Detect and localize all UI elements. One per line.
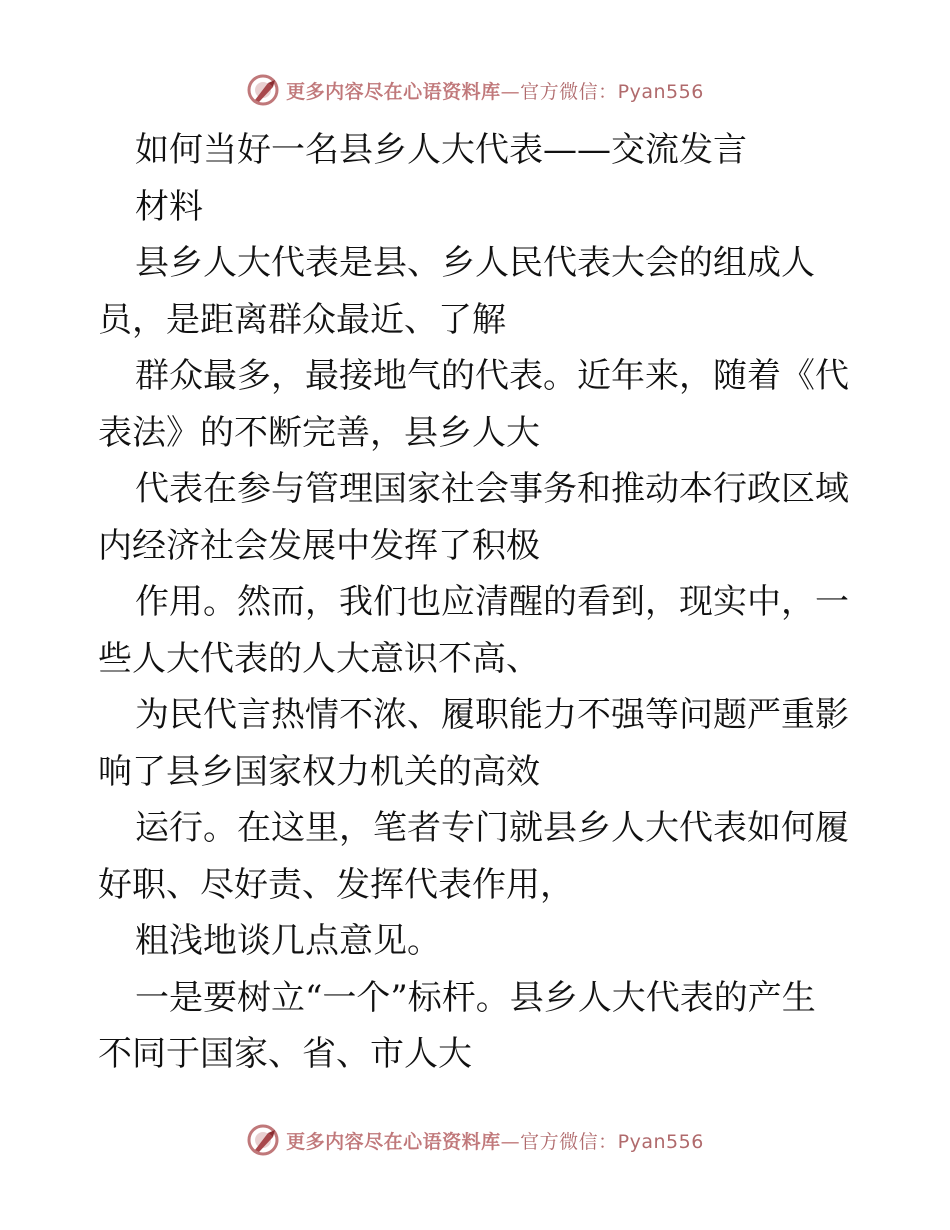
banner-separator: — bbox=[500, 1130, 521, 1153]
footer-banner bbox=[0, 1120, 950, 1160]
document-title-line-2: 材料 bbox=[135, 186, 203, 227]
paragraph-line: 群众最多，最接地气的代表。近年来，随着《代 bbox=[135, 356, 849, 396]
banner-text bbox=[286, 1127, 704, 1154]
paragraph-line: 内经济社会发展中发挥了积极 bbox=[98, 525, 540, 566]
banner-brand: 更多内容尽在心语资料库 bbox=[286, 80, 501, 103]
paragraph-line: 一是要树立“一个”标杆。县乡人大代表的产生 bbox=[135, 977, 816, 1018]
header-banner bbox=[0, 70, 950, 110]
paragraph-line: 好职、尽好责、发挥代表作用， bbox=[98, 864, 574, 905]
paragraph-line: 为民代言热情不浓、履职能力不强等问题严重影 bbox=[135, 695, 849, 735]
banner-separator: — bbox=[500, 80, 521, 103]
document-title-line-1: 如何当好一名县乡人大代表——交流发言 bbox=[135, 130, 747, 170]
paragraph-line: 员，是距离群众最近、了解 bbox=[98, 299, 506, 340]
paragraph-line: 作用。然而，我们也应清醒的看到，现实中，一 bbox=[135, 582, 849, 622]
paragraph-line: 表法》的不断完善，县乡人大 bbox=[98, 412, 540, 453]
document-body bbox=[98, 122, 858, 1083]
banner-text bbox=[286, 77, 704, 104]
paragraph-line: 响了县乡国家权力机关的高效 bbox=[98, 751, 540, 792]
paragraph-line: 粗浅地谈几点意见。 bbox=[135, 921, 441, 961]
paragraph-line: 县乡人大代表是县、乡人民代表大会的组成人 bbox=[135, 243, 815, 283]
paragraph-line: 运行。在这里，笔者专门就县乡人大代表如何履 bbox=[135, 808, 849, 848]
banner-wechat: 官方微信：Pyan556 bbox=[520, 1130, 704, 1153]
paragraph-line: 不同于国家、省、市人大 bbox=[98, 1034, 472, 1074]
pen-nib-logo-icon bbox=[246, 1123, 280, 1157]
paragraph-line: 代表在参与管理国家社会事务和推动本行政区域 bbox=[135, 469, 849, 509]
banner-wechat: 官方微信：Pyan556 bbox=[520, 80, 704, 103]
pen-nib-logo-icon bbox=[246, 73, 280, 107]
paragraph-line: 些人大代表的人大意识不高、 bbox=[98, 638, 540, 679]
banner-brand: 更多内容尽在心语资料库 bbox=[286, 1130, 501, 1153]
